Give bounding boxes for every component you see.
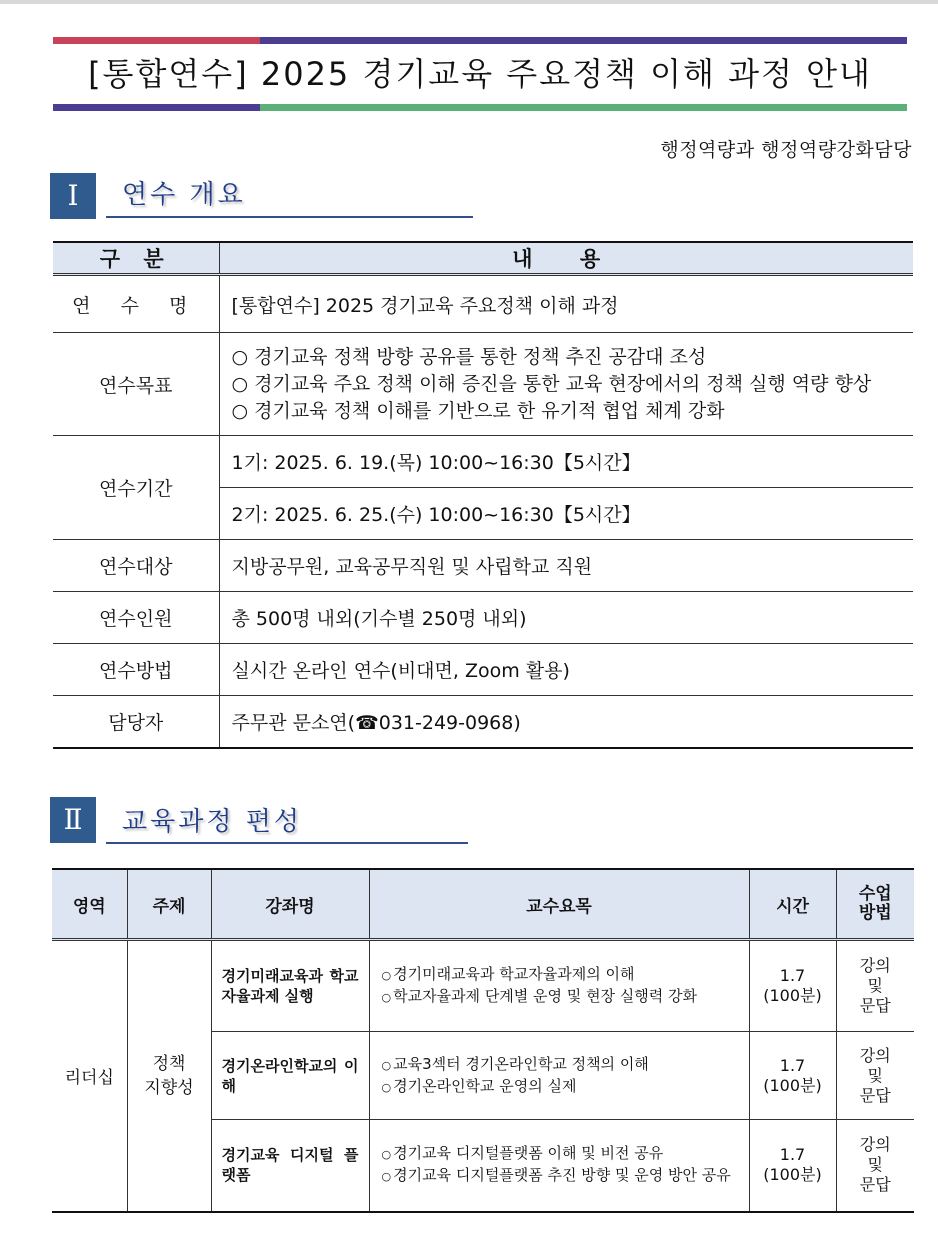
row-label: 연수대상 [53, 540, 219, 592]
course-points [369, 940, 749, 1032]
point-item: ○ 경기온라인학교 운영의 실제 [382, 1076, 741, 1098]
section1-number: Ⅰ [50, 173, 96, 219]
goal-list [232, 344, 914, 425]
curriculum-header-row [52, 869, 914, 940]
overview-row-target [53, 540, 913, 592]
overview-row-count [53, 592, 913, 644]
overview-row-period-1 [53, 436, 913, 488]
course-time: 1.7 (100분) [749, 940, 836, 1032]
points-list [382, 1143, 741, 1187]
course-points [369, 1120, 749, 1212]
overview-header-content: 내 용 [219, 242, 913, 275]
section2-title: 교육과정 편성 [122, 807, 302, 837]
header-area: 영역 [52, 869, 127, 940]
curriculum-row [52, 940, 914, 1032]
points-list [382, 1054, 741, 1098]
overview-row-contact [53, 696, 913, 748]
overview-row-name [53, 275, 913, 333]
section1-underline [106, 216, 473, 218]
course-method: 강의 및 문답 [836, 940, 914, 1032]
period-session-1: 1기: 2025. 6. 19.(목) 10:00~16:30【5시간】 [219, 436, 913, 488]
course-time: 1.7 (100분) [749, 1032, 836, 1120]
course-method: 강의 및 문답 [836, 1120, 914, 1212]
section1-title: 연수 개요 [122, 180, 246, 210]
course-name: 경기온라인학교의 이해 [211, 1032, 369, 1120]
course-time: 1.7 (100분) [749, 1120, 836, 1212]
document-title: [통합연수] 2025 경기교육 주요정책 이해 과정 안내 [88, 55, 872, 93]
goal-item: ○ 경기교육 주요 정책 이해 증진을 통한 교육 현장에서의 정책 실행 역량 향상 [232, 371, 914, 398]
top-border [0, 0, 938, 4]
header-method: 수업 방법 [836, 869, 914, 940]
point-item: ○ 경기미래교육과 학교자율과제의 이해 [382, 964, 741, 986]
title-bar-bottom-navy [53, 104, 260, 111]
row-value: 총 500명 내외(기수별 250명 내외) [219, 592, 913, 644]
point-item: ○ 경기교육 디지털플랫폼 이해 및 비전 공유 [382, 1143, 741, 1165]
header-course: 강좌명 [211, 869, 369, 940]
goal-list-cell [219, 333, 913, 436]
row-value: 실시간 온라인 연수(비대면, Zoom 활용) [219, 644, 913, 696]
goal-item: ○ 경기교육 정책 이해를 기반으로 한 유기적 협업 체계 강화 [232, 398, 914, 425]
period-session-2: 2기: 2025. 6. 25.(수) 10:00~16:30【5시간】 [219, 488, 913, 540]
title-bar-bottom-green [260, 104, 907, 111]
row-label: 연수인원 [53, 592, 219, 644]
point-item: ○ 교육3섹터 경기온라인학교 정책의 이해 [382, 1054, 741, 1076]
row-label: 연수방법 [53, 644, 219, 696]
course-name: 경기미래교육과 학교자율과제 실행 [211, 940, 369, 1032]
title-bar-top-navy [260, 37, 907, 44]
points-list [382, 964, 741, 1008]
row-value: [통합연수] 2025 경기교육 주요정책 이해 과정 [219, 275, 913, 333]
overview-header-row [53, 242, 913, 275]
row-label: 연수목표 [53, 333, 219, 436]
section2-number: Ⅱ [50, 797, 96, 843]
row-label: 연수기간 [53, 436, 219, 540]
course-name: 경기교육 디지털 플랫폼 [211, 1120, 369, 1212]
department: 행정역량과 행정역량강화담당 [660, 139, 912, 161]
row-value: 주무관 문소연(☎031-249-0968) [219, 696, 913, 748]
title-bar-top-red [53, 37, 260, 44]
course-method: 강의 및 문답 [836, 1032, 914, 1120]
overview-header-category: 구 분 [53, 242, 219, 275]
row-label: 연 수 명 [53, 275, 219, 333]
row-value: 지방공무원, 교육공무직원 및 사립학교 직원 [219, 540, 913, 592]
header-topic: 주제 [127, 869, 211, 940]
header-points: 교수요목 [369, 869, 749, 940]
overview-row-method [53, 644, 913, 696]
course-points [369, 1032, 749, 1120]
overview-row-goal [53, 333, 913, 436]
topic-cell: 정책 지향성 [127, 940, 211, 1212]
point-item: ○ 경기교육 디지털플랫폼 추진 방향 및 운영 방안 공유 [382, 1165, 741, 1187]
goal-item: ○ 경기교육 정책 방향 공유를 통한 정책 추진 공감대 조성 [232, 344, 914, 371]
header-time: 시간 [749, 869, 836, 940]
section2-underline [106, 842, 468, 844]
row-label: 담당자 [53, 696, 219, 748]
overview-table [53, 241, 913, 749]
point-item: ○ 학교자율과제 단계별 운영 및 현장 실행력 강화 [382, 986, 741, 1008]
area-cell: 리더십 [52, 940, 127, 1212]
curriculum-table [52, 868, 914, 1213]
